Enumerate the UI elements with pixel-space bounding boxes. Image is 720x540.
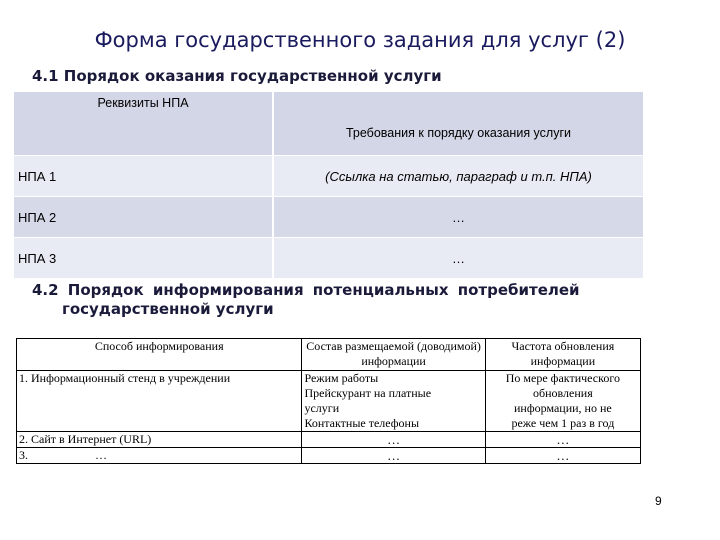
table-row — [17, 448, 641, 464]
npa-cell: НПА 2 — [14, 197, 273, 238]
requirement-cell: … — [273, 238, 643, 279]
column-header-method: Способ информирования — [17, 339, 302, 371]
requirement-cell: (Ссылка на статью, параграф и т.п. НПА) — [273, 156, 643, 197]
section-4-1-heading: 4.1 Порядок оказания государственной услуги — [32, 67, 442, 85]
frequency-line: обновления — [533, 386, 593, 400]
column-header-requirements: Требования к порядку оказания услуги — [273, 92, 643, 156]
informing-table-header — [17, 339, 641, 371]
content-cell: … — [302, 448, 485, 464]
column-header-frequency: Частота обновления информации — [485, 339, 640, 371]
frequency-cell: … — [485, 432, 640, 448]
table-row — [17, 432, 641, 448]
column-header-npa: Реквизиты НПА — [14, 92, 273, 156]
frequency-cell: … — [485, 448, 640, 464]
informing-table — [16, 338, 641, 464]
table-row — [17, 371, 641, 432]
content-line: Прейскурант на платные — [304, 386, 432, 400]
content-line: услуги — [304, 401, 340, 415]
method-cell — [17, 448, 302, 464]
page-number: 9 — [655, 494, 662, 508]
npa-cell: НПА 3 — [14, 238, 273, 279]
section-4-2-heading-line1: 4.2 Порядок информирования потенциальных потребителей — [32, 281, 580, 299]
frequency-cell — [485, 371, 640, 432]
frequency-line: По мере фактического — [505, 371, 620, 385]
npa-table-header — [14, 92, 643, 156]
npa-table — [14, 91, 643, 278]
content-line: Режим работы — [304, 371, 379, 385]
frequency-line: реже чем 1 раз в год — [511, 416, 615, 430]
slide-title: Форма государственного задания для услуг (2) — [94, 28, 626, 52]
method-number: 3. — [19, 448, 28, 462]
requirement-cell: … — [273, 197, 643, 238]
column-header-content: Состав размещаемой (доводимой) информации — [302, 339, 485, 371]
method-cell: 1. Информационный стенд в учреждении — [17, 371, 302, 432]
content-cell — [302, 371, 485, 432]
table-row — [14, 197, 643, 238]
npa-cell: НПА 1 — [14, 156, 273, 197]
frequency-line: информации, но не — [514, 401, 612, 415]
section-4-2-heading — [32, 281, 652, 319]
method-cell: 2. Сайт в Интернет (URL) — [17, 432, 302, 448]
table-row — [14, 238, 643, 279]
section-4-2-heading-line2: государственной услуги — [62, 300, 274, 318]
method-ellipsis: … — [95, 448, 107, 462]
content-line: Контактные телефоны — [304, 416, 420, 430]
table-row — [14, 156, 643, 197]
content-cell: … — [302, 432, 485, 448]
